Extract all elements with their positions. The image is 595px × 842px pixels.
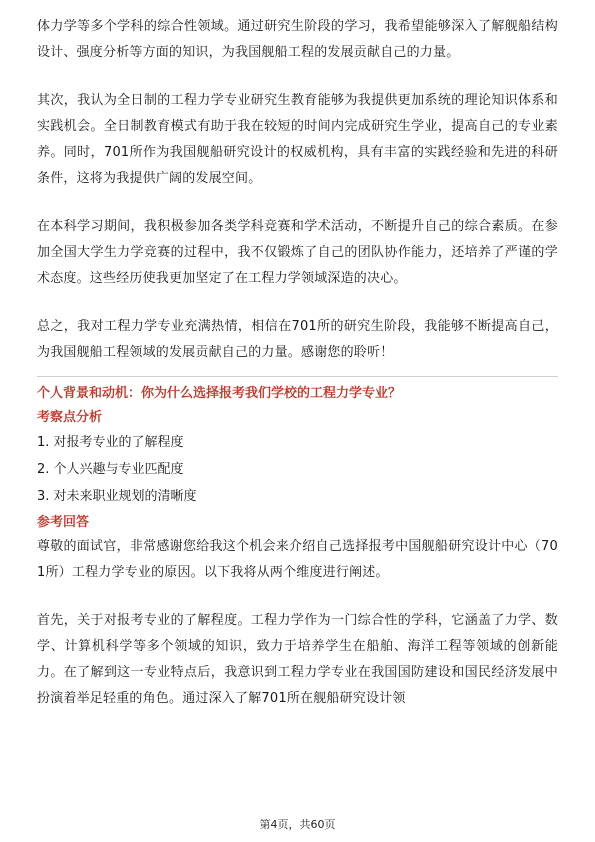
answer-heading: 参考回答 <box>37 515 90 530</box>
body-paragraph-2: 其次，我认为全日制的工程力学专业研究生教育能够为我提供更加系统的理论知识体系和实践机会。全日制教育模式有助于我在较短的时间内完成研究生学业，提高自己的专业素养。同时，701所作为我国舰船研究设计的权威机构，具有丰富的实践经验和先进的科研条件，这将为我提供广阔的发展空间。 <box>37 93 558 186</box>
page-content <box>37 14 558 712</box>
analysis-item: 3. 对未来职业规划的清晰度 <box>37 489 197 504</box>
answer-paragraph-2: 首先，关于对报考专业的了解程度。工程力学作为一门综合性的学科，它涵盖了力学、数学、计算机科学等多个领域的知识，致力于培养学生在船舶、海洋工程等领域的创新能力。在了解到这一专业特点后，我意识到工程力学专业在我国国防建设和国民经济发展中扮演着举足轻重的角色。通过深入了解701所在舰船研究设计领 <box>37 613 558 706</box>
body-paragraph-3: 在本科学习期间，我积极参加各类学科竞赛和学术活动，不断提升自己的综合素质。在参加全国大学生力学竞赛的过程中，我不仅锻炼了自己的团队协作能力，还培养了严谨的学术态度。这些经历使我更加坚定了在工程力学领域深造的决心。 <box>37 219 558 286</box>
body-paragraph-4: 总之，我对工程力学专业充满热情，相信在701所的研究生阶段，我能够不断提高自己，为我国舰船工程领域的发展贡献自己的力量。感谢您的聆听！ <box>37 319 558 360</box>
page-number-footer: 第4页，共60页 <box>259 818 336 831</box>
body-paragraph-1: 体力学等多个学科的综合性领域。通过研究生阶段的学习，我希望能够深入了解舰船结构设计、强度分析等方面的知识，为我国舰船工程的发展贡献自己的力量。 <box>37 19 558 60</box>
section-divider <box>37 376 558 377</box>
analysis-heading: 考察点分析 <box>37 410 103 425</box>
analysis-item: 2. 个人兴趣与专业匹配度 <box>37 462 184 477</box>
question-heading: 个人背景和动机：你为什么选择报考我们学校的工程力学专业？ <box>37 386 402 401</box>
answer-paragraph-1: 尊敬的面试官，非常感谢您给我这个机会来介绍自己选择报考中国舰船研究设计中心（701所）工程力学专业的原因。以下我将从两个维度进行阐述。 <box>37 539 558 580</box>
analysis-list <box>37 429 558 510</box>
analysis-item: 1. 对报考专业的了解程度 <box>37 435 184 450</box>
